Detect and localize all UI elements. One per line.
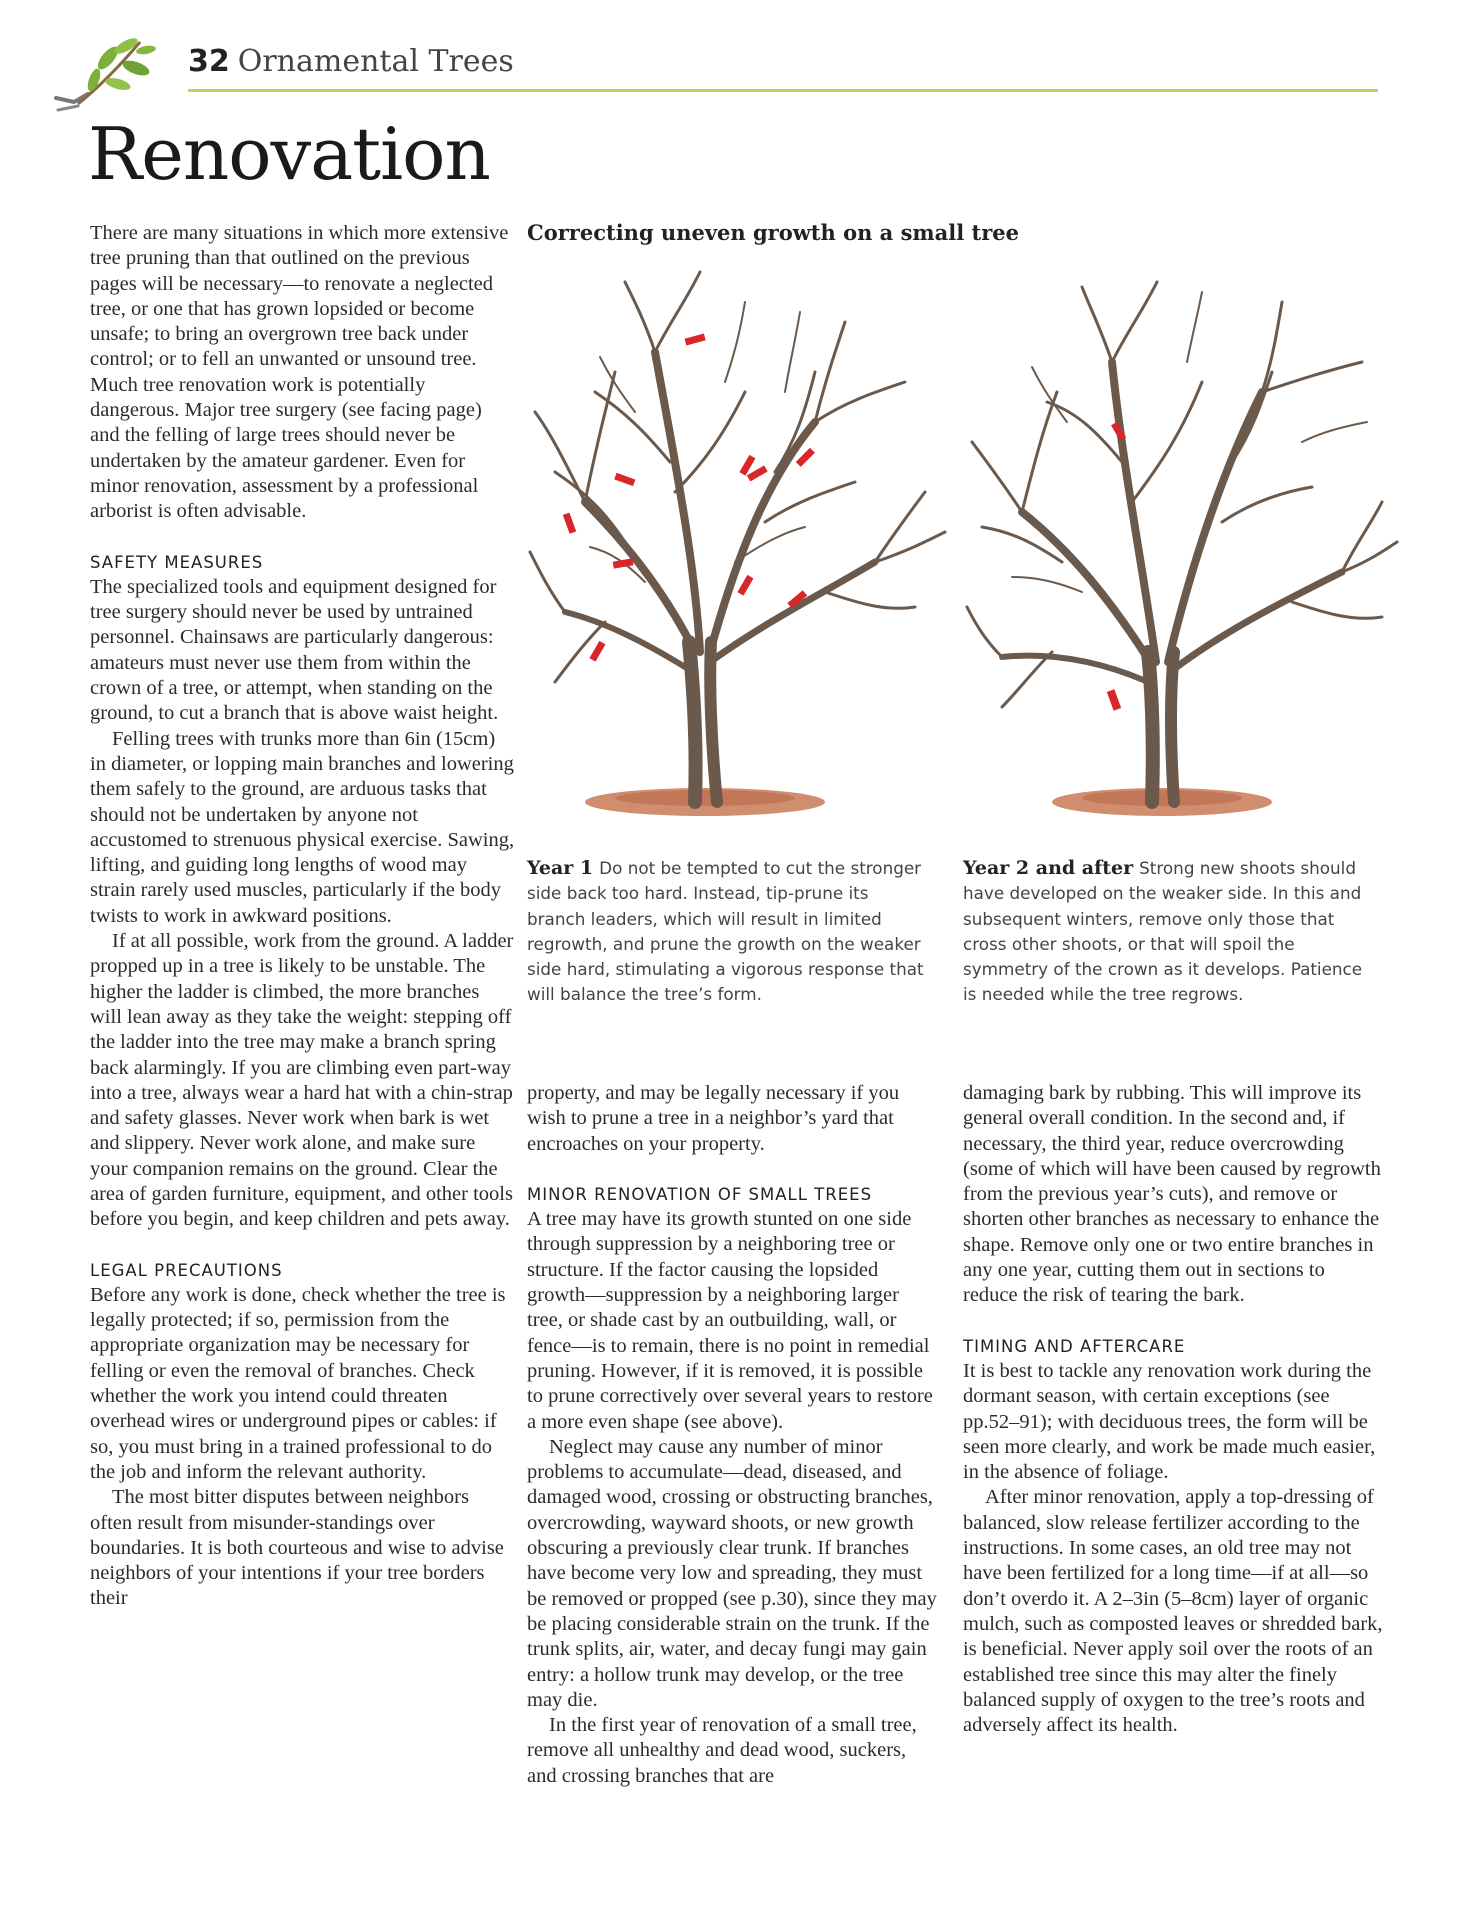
column-1: [90, 221, 515, 1612]
figure-title: Correcting uneven growth on a small tree: [527, 220, 1019, 245]
caption-year1-text: Do not be tempted to cut the stronger side back too hard. Instead, tip-prune its branch leaders, which will result in limited regrowth, and prune the growth on the weaker side hard, stimulating a vigorous response that will balance the tree’s form.: [527, 858, 924, 1005]
tree-year2-illustration: [962, 262, 1402, 822]
column-3: [963, 1081, 1383, 1738]
intro-paragraph: There are many situations in which more extensive tree pruning than that outlined on the previous pages will be necessary—to renovate a neglected tree, or one that has grown lopsided or become unsafe; to bring an overgrown tree back under control; or to fell an unwanted or unsound tree. Much tree renovation work is potentially dangerous. Major tree surgery (see facing page) and the felling of large trees should never be undertaken by the amateur gardener. Even for minor renovation, assessment by a professional arborist is often advisable.: [90, 222, 509, 523]
legal-paragraph-2: The most bitter disputes between neighbors often result from misunder-standings over boundaries. It is both courteous and wise to advise neighbors of your intentions if your tree borders their: [90, 1486, 504, 1610]
page-header: [188, 44, 514, 79]
minor-paragraph-3: In the first year of renovation of a small tree, remove all unhealthy and dead wood, suckers, and crossing branches that are: [527, 1714, 917, 1787]
caption-year2-text: Strong new shoots should have developed on the weaker side. In this and subsequent winters, remove only those that cross other shoots, or that will spoil the symmetry of the crown as it develops. Patience is needed while the tree regrows.: [963, 858, 1363, 1005]
safety-paragraph-2: Felling trees with trunks more than 6in (15cm) in diameter, or lopping main branches and lowering them safely to the ground, are arduous tasks that should not be undertaken by anyone not accustomed to strenuous physical exercise. Sawing, lifting, and guiding long lengths of wood may strain rarely used muscles, particularly if the body twists to work in awkward positions.: [90, 727, 515, 927]
safety-heading: SAFETY MEASURES: [90, 552, 264, 572]
timing-paragraph-2: After minor renovation, apply a top-dressing of balanced, slow release fertilizer according to the instructions. In some cases, an old tree may not have been fertilized for a long time—if at all—so don’t overdo it. A 2–3in (5–8cm) layer of organic mulch, such as composted leaves or shredded bark, is beneficial. Never apply soil over the roots of an established tree since this may alter the finely balanced supply of oxygen to the tree’s roots and adversely affect its health.: [963, 1486, 1383, 1737]
col2-continuation: property, and may be legally necessary if you wish to prune a tree in a neighbor’s yard that encroaches on your property.: [527, 1082, 900, 1155]
col3-continuation: damaging bark by rubbing. This will improve its general overall condition. In the second and, if necessary, the third year, reduce overcrowding (some of which will have been caused by regrowth from the previous year’s cuts), and remove or shorten other branches as necessary to enhance the shape. Remove only one or two entire branches in any one year, cutting them out in sections to reduce the risk of tearing the bark.: [963, 1082, 1381, 1307]
caption-year2: [963, 856, 1363, 1008]
column-2: [527, 1081, 937, 1789]
minor-paragraph-2: Neglect may cause any number of minor problems to accumulate—dead, diseased, and damaged wood, crossing or obstructing branches, overcrowding, wayward shoots, or new growth obscuring a previously clear trunk. If branches have become very low and spreading, they must be removed or propped (see p.30), since they may be placing considerable strain on the trunk. If the trunk splits, air, water, and decay fungi may gain entry: a hollow trunk may develop, or the tree may die.: [527, 1435, 937, 1711]
minor-renovation-heading: MINOR RENOVATION OF SMALL TREES: [527, 1184, 873, 1204]
timing-heading: TIMING AND AFTERCARE: [963, 1336, 1186, 1356]
section-title: Ornamental Trees: [237, 44, 514, 79]
caption-year1: [527, 856, 927, 1008]
leaf-sprig-icon: [48, 28, 160, 124]
page-number: 32: [188, 44, 230, 79]
caption-year2-label: Year 2 and after: [963, 857, 1134, 879]
tree-year1-illustration: [525, 262, 965, 822]
timing-paragraph-1: It is best to tackle any renovation work during the dormant season, with certain exceptions (see pp.52–91); with deciduous trees, the form will be seen more clearly, and work be made much easier, in the absence of foliage.: [963, 1359, 1376, 1484]
header-rule: [188, 89, 1378, 92]
page-title: Renovation: [88, 112, 490, 196]
legal-paragraph-1: Before any work is done, check whether the tree is legally protected; if so, permission from the appropriate organization may be necessary for felling or even the removal of branches. Check whether the work you intend could threaten overhead wires or underground pipes or cables: if so, you must bring in a trained professional to do the job and inform the relevant authority.: [90, 1283, 506, 1483]
legal-heading: LEGAL PRECAUTIONS: [90, 1260, 283, 1280]
safety-paragraph-1: The specialized tools and equipment designed for tree surgery should never be used by untrained personnel. Chainsaws are particularly dangerous: amateurs must never use them from within the crown of a tree, or attempt, when standing on the ground, to cut a branch that is above waist height.: [90, 575, 499, 725]
caption-year1-label: Year 1: [527, 857, 594, 879]
safety-paragraph-3: If at all possible, work from the ground. A ladder propped up in a tree is likely to be unstable. The higher the ladder is climbed, the more branches will lean away as they take the weight: stepping off the ladder into the tree may make a branch spring back alarmingly. If you are climbing even part-way into a tree, always wear a hard hat with a chin-strap and safety glasses. Never work when bark is wet and slippery. Never work alone, and make sure your companion remains on the ground. Clear the area of garden furniture, equipment, and other tools before you begin, and keep children and pets away.: [90, 930, 514, 1231]
minor-paragraph-1: A tree may have its growth stunted on one side through suppression by a neighboring tree or structure. If the factor causing the lopsided growth—suppression by a neighboring larger tree, or shade cast by an outbuilding, wall, or fence—is to remain, there is no point in remedial pruning. However, if it is removed, it is possible to prune correctively over several years to restore a more even shape (see above).: [527, 1208, 933, 1433]
